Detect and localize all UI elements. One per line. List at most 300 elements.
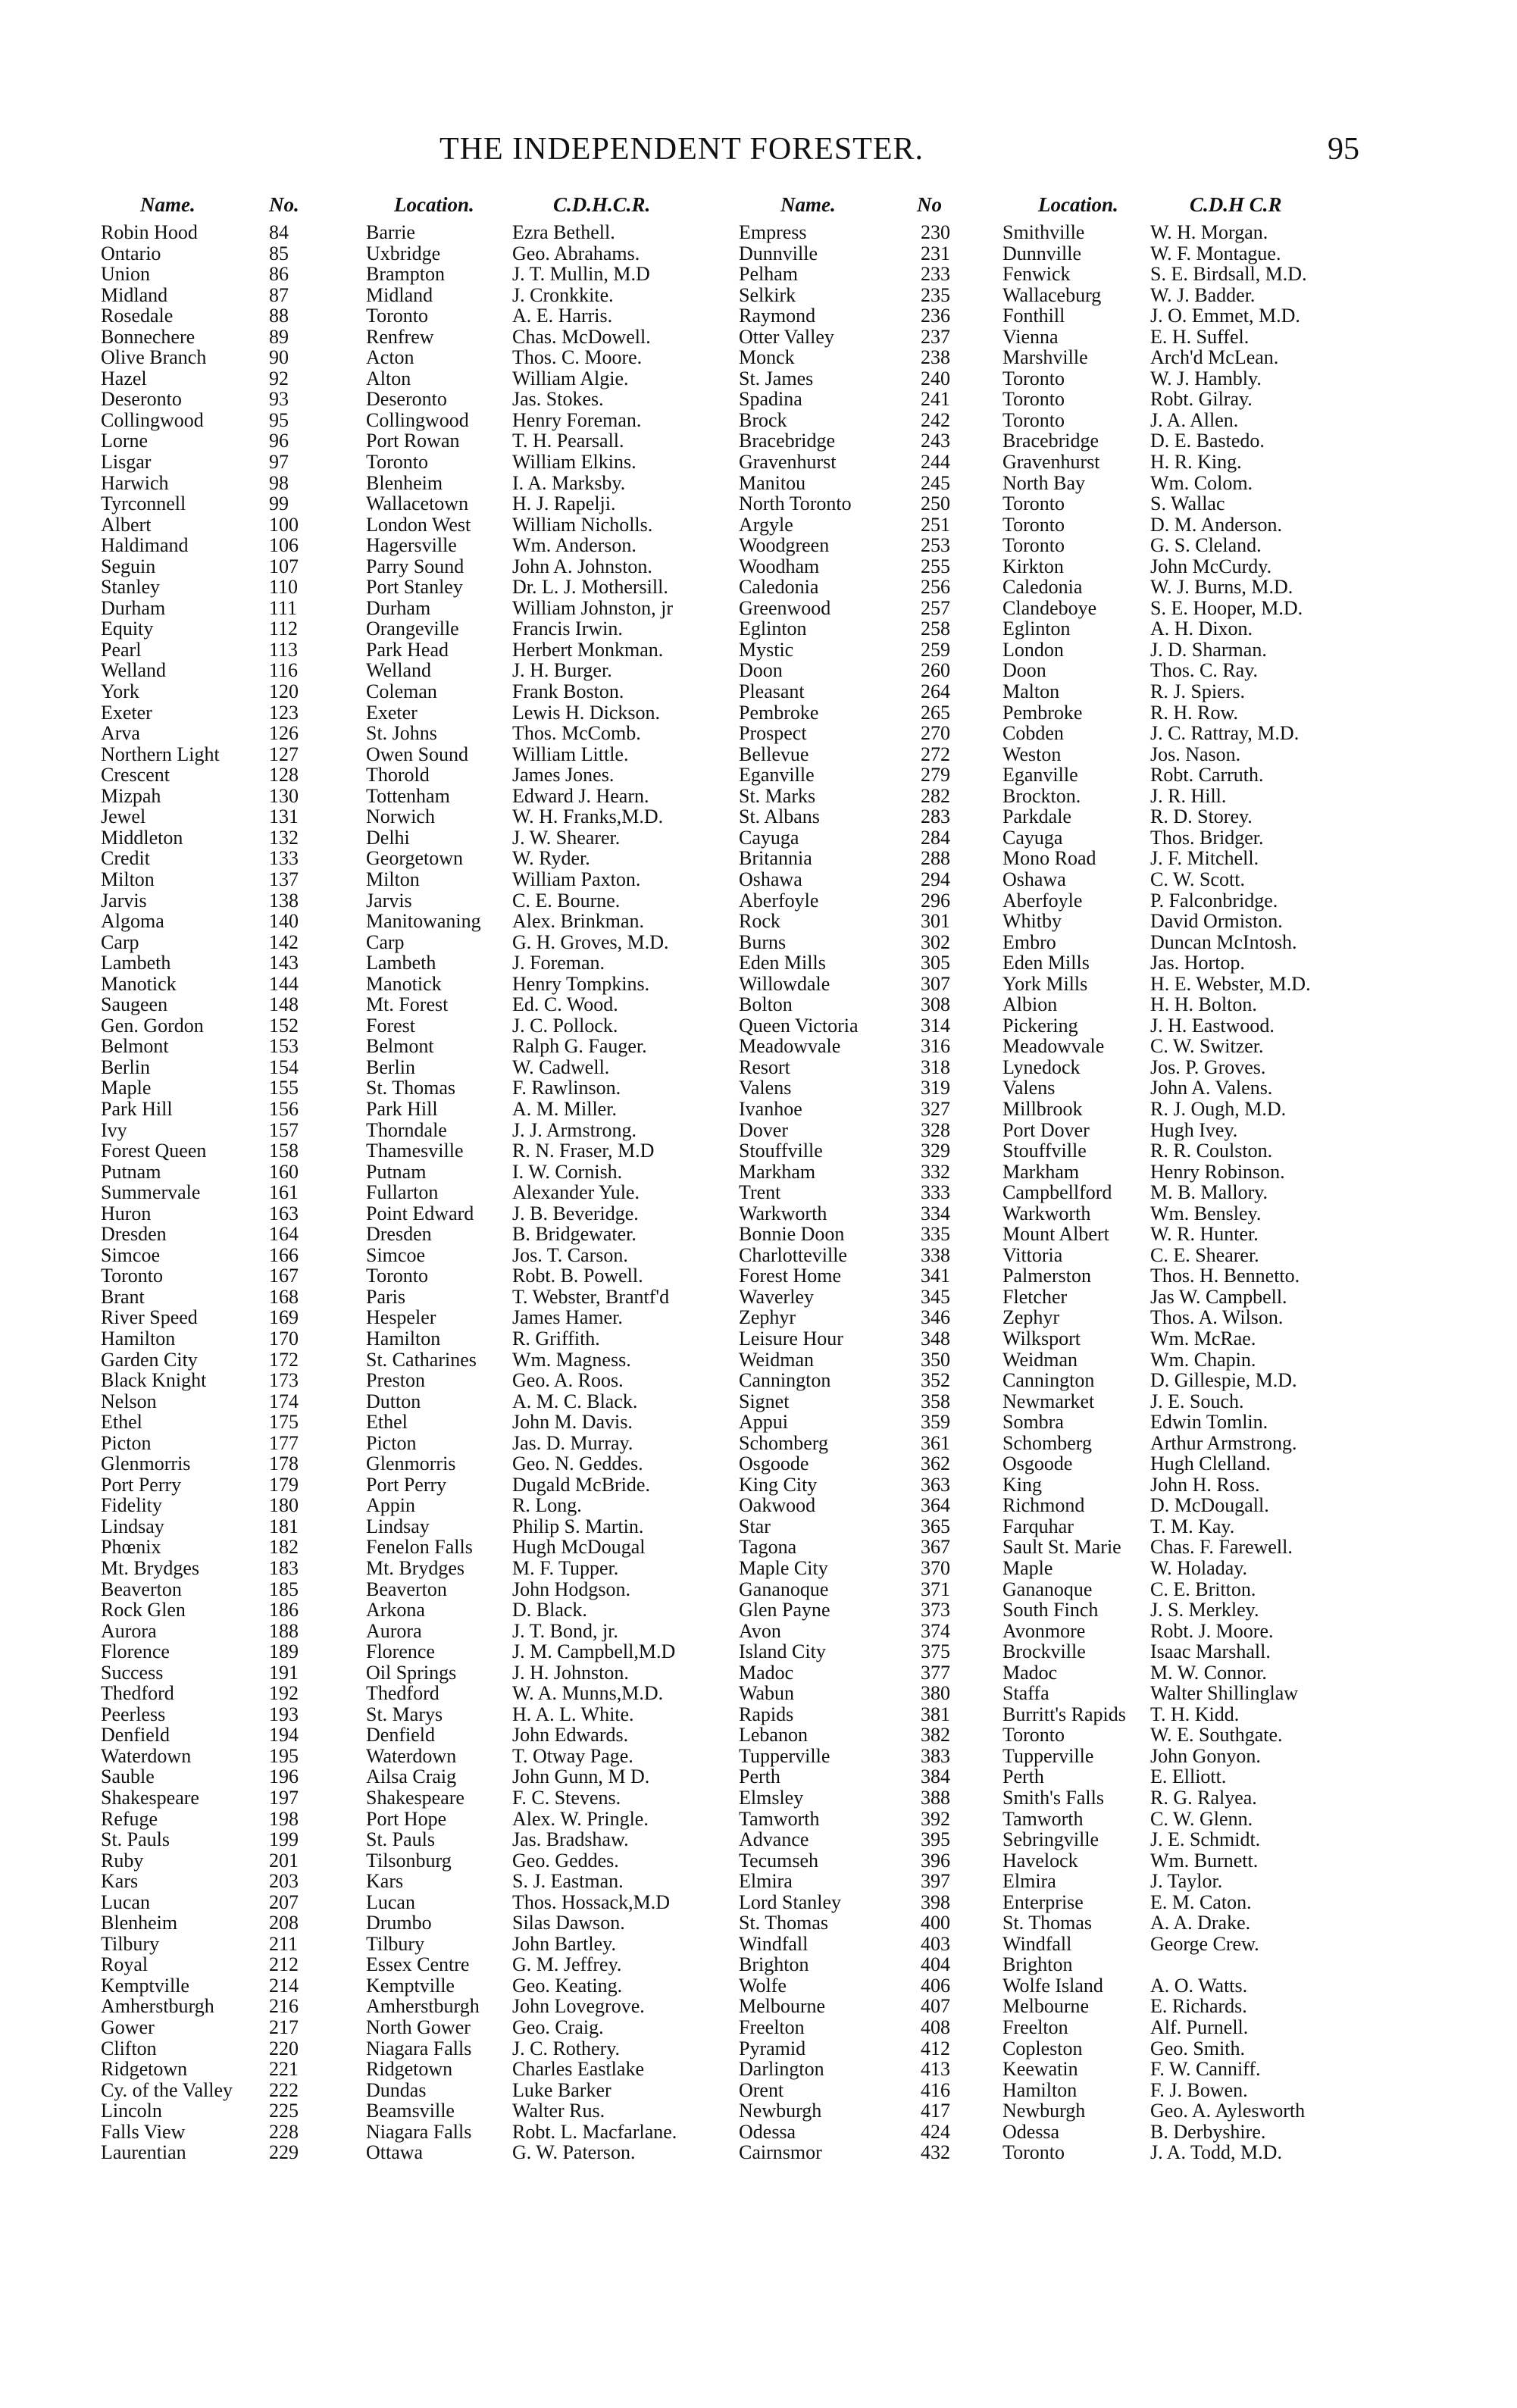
lodge-name: Manitou — [739, 471, 806, 494]
lodge-name: Cairnsmor — [739, 2141, 822, 2164]
lodge-number: 196 — [269, 1765, 299, 1788]
lodge-number: 153 — [269, 1035, 299, 1058]
lodge-number: 350 — [921, 1348, 950, 1371]
lodge-number: 237 — [921, 325, 950, 348]
table-row — [0, 2059, 1517, 2080]
lodge-name: Oshawa — [739, 868, 802, 890]
lodge-cdhcr: Ralph G. Fauger. — [512, 1035, 647, 1058]
lodge-cdhcr: B. Derbyshire. — [1150, 2120, 1266, 2143]
lodge-name: Collingwood — [101, 408, 204, 431]
lodge-name: Mizpah — [101, 784, 161, 807]
lodge-cdhcr: A. M. Miller. — [512, 1097, 617, 1120]
lodge-cdhcr: Thos. H. Bennetto. — [1150, 1265, 1300, 1287]
lodge-cdhcr: W. H. Morgan. — [1150, 221, 1268, 243]
table-row — [0, 2122, 1517, 2143]
lodge-number: 86 — [269, 263, 289, 286]
lodge-name: Saugeen — [101, 993, 168, 1016]
lodge-name: Aurora — [101, 1619, 157, 1642]
lodge-number: 270 — [921, 722, 950, 745]
lodge-cdhcr: S. E. Hooper, M.D. — [1150, 596, 1303, 619]
table-row — [0, 285, 1517, 306]
lodge-location: Maple — [1002, 1557, 1053, 1579]
table-row — [0, 1787, 1517, 1809]
lodge-cdhcr: J. S. Merkley. — [1150, 1599, 1259, 1621]
lodge-name: Signet — [739, 1390, 790, 1412]
lodge-cdhcr: Thos. C. Moore. — [512, 346, 643, 369]
lodge-name: Shakespeare — [101, 1787, 199, 1809]
lodge-location: Norwich — [366, 805, 435, 828]
lodge-location: Fullarton — [366, 1181, 439, 1204]
lodge-number: 240 — [921, 367, 950, 389]
lodge-number: 400 — [921, 1912, 950, 1934]
lodge-location: Port Dover — [1002, 1118, 1090, 1141]
lodge-location: Smithville — [1002, 221, 1085, 243]
lodge-number: 264 — [921, 680, 950, 703]
lodge-cdhcr: Jos. T. Carson. — [512, 1243, 628, 1266]
lodge-location: Toronto — [366, 305, 428, 327]
lodge-cdhcr: Jas. Hortop. — [1150, 952, 1245, 974]
lodge-name: Cy. of the Valley — [101, 2078, 233, 2101]
lodge-name: Beaverton — [101, 1578, 182, 1600]
lodge-number: 332 — [921, 1160, 950, 1183]
lodge-location: St. Thomas — [366, 1077, 455, 1099]
lodge-location: Lindsay — [366, 1515, 430, 1537]
lodge-location: Coleman — [366, 680, 437, 703]
lodge-number: 214 — [269, 1974, 299, 1997]
lodge-number: 397 — [921, 1870, 950, 1893]
lodge-location: Thorndale — [366, 1118, 447, 1141]
lodge-number: 233 — [921, 263, 950, 286]
lodge-cdhcr: Geo. Keating. — [512, 1974, 623, 1997]
lodge-name: St. Pauls — [101, 1828, 170, 1851]
lodge-name: Kars — [101, 1870, 139, 1893]
lodge-number: 222 — [269, 2078, 299, 2101]
table-row — [0, 911, 1517, 932]
lodge-name: Argyle — [739, 513, 793, 536]
lodge-cdhcr: Jas. D. Murray. — [512, 1431, 633, 1454]
lodge-number: 279 — [921, 764, 950, 787]
lodge-name: Valens — [739, 1077, 792, 1099]
lodge-location: Caledonia — [1002, 576, 1083, 599]
page-number: 95 — [1328, 132, 1359, 167]
lodge-name: York — [101, 680, 139, 703]
lodge-location: Tilsonburg — [366, 1849, 452, 1872]
header-name: Name. — [140, 193, 195, 216]
lodge-location: Gananoque — [1002, 1578, 1093, 1600]
lodge-cdhcr: J. Foreman. — [512, 952, 605, 974]
lodge-location: Lynedock — [1002, 1055, 1081, 1078]
lodge-cdhcr: R. H. Row. — [1150, 701, 1239, 724]
lodge-location: Manotick — [366, 972, 442, 995]
lodge-location: York Mills — [1002, 972, 1088, 995]
lodge-name: Mt. Brydges — [101, 1557, 199, 1579]
table-row — [0, 473, 1517, 494]
table-row — [0, 410, 1517, 431]
lodge-location: Smith's Falls — [1002, 1787, 1104, 1809]
lodge-cdhcr: F. W. Canniff. — [1150, 2058, 1261, 2081]
lodge-number: 327 — [921, 1097, 950, 1120]
lodge-cdhcr: Ezra Bethell. — [512, 221, 615, 243]
lodge-location: Niagara Falls — [366, 2037, 472, 2059]
table-row — [0, 1182, 1517, 1203]
lodge-cdhcr: J. T. Bond, jr. — [512, 1619, 618, 1642]
lodge-name: Kemptville — [101, 1974, 189, 1997]
lodge-location: Port Hope — [366, 1807, 447, 1830]
lodge-cdhcr: John A. Valens. — [1150, 1077, 1273, 1099]
lodge-location: Tottenham — [366, 784, 450, 807]
lodge-location: Preston — [366, 1369, 425, 1392]
lodge-name: Midland — [101, 283, 168, 306]
lodge-name: Mystic — [739, 638, 794, 661]
lodge-name: Success — [101, 1661, 164, 1684]
lodge-name: Burns — [739, 930, 787, 953]
table-row — [0, 1328, 1517, 1349]
lodge-cdhcr: Alex. Brinkman. — [512, 910, 645, 933]
table-row — [0, 222, 1517, 243]
lodge-location: Freelton — [1002, 2016, 1068, 2039]
table-row — [0, 1287, 1517, 1308]
table-row — [0, 1307, 1517, 1328]
table-row — [0, 869, 1517, 890]
table-row — [0, 1725, 1517, 1746]
lodge-number: 396 — [921, 1849, 950, 1872]
lodge-number: 407 — [921, 1995, 950, 2018]
table-row — [0, 493, 1517, 514]
lodge-location: Valens — [1002, 1077, 1056, 1099]
lodge-name: Glen Payne — [739, 1599, 830, 1621]
table-row — [0, 1453, 1517, 1475]
table-row — [0, 1746, 1517, 1767]
lodge-name: Freelton — [739, 2016, 805, 2039]
lodge-location: Campbellford — [1002, 1181, 1112, 1204]
lodge-location: Millbrook — [1002, 1097, 1083, 1120]
lodge-number: 123 — [269, 701, 299, 724]
table-row — [0, 640, 1517, 661]
lodge-cdhcr: R. J. Spiers. — [1150, 680, 1245, 703]
lodge-location: Weston — [1002, 743, 1062, 765]
lodge-location: Parry Sound — [366, 555, 464, 577]
lodge-name: Toronto — [101, 1265, 163, 1287]
lodge-cdhcr: W. J. Badder. — [1150, 283, 1256, 306]
lodge-location: Toronto — [1002, 367, 1065, 389]
table-row — [0, 660, 1517, 681]
page-title: THE INDEPENDENT FORESTER. — [439, 132, 924, 167]
lodge-location: Ethel — [366, 1411, 408, 1434]
lodge-location: Bracebridge — [1002, 430, 1099, 452]
lodge-number: 253 — [921, 534, 950, 557]
lodge-number: 367 — [921, 1536, 950, 1559]
table-row — [0, 1975, 1517, 1997]
lodge-number: 244 — [921, 451, 950, 474]
lodge-cdhcr: Wm. Chapin. — [1150, 1348, 1256, 1371]
lodge-number: 106 — [269, 534, 299, 557]
lodge-cdhcr: John Lovegrove. — [512, 1995, 645, 2018]
lodge-number: 140 — [269, 910, 299, 933]
lodge-number: 173 — [269, 1369, 299, 1392]
lodge-number: 207 — [269, 1890, 299, 1913]
lodge-cdhcr: F. J. Bowen. — [1150, 2078, 1248, 2101]
lodge-number: 333 — [921, 1181, 950, 1204]
lodge-location: North Gower — [366, 2016, 471, 2039]
lodge-location: Copleston — [1002, 2037, 1083, 2059]
lodge-location: Owen Sound — [366, 743, 469, 765]
lodge-location: Port Perry — [366, 1473, 447, 1496]
lodge-name: Bracebridge — [739, 430, 836, 452]
lodge-cdhcr: I. W. Cornish. — [512, 1160, 623, 1183]
lodge-number: 180 — [269, 1494, 299, 1517]
table-row — [0, 598, 1517, 619]
lodge-name: Lorne — [101, 430, 149, 452]
lodge-number: 161 — [269, 1181, 299, 1204]
table-row — [0, 1245, 1517, 1266]
lodge-cdhcr: T. M. Kay. — [1150, 1515, 1235, 1537]
lodge-location: Ailsa Craig — [366, 1765, 457, 1788]
lodge-location: Denfield — [366, 1724, 435, 1747]
table-row — [0, 994, 1517, 1015]
table-row — [0, 1558, 1517, 1579]
lodge-cdhcr: William Nicholls. — [512, 513, 653, 536]
table-row — [0, 1809, 1517, 1830]
lodge-name: Tamworth — [739, 1807, 820, 1830]
lodge-name: Doon — [739, 659, 783, 682]
lodge-cdhcr: G. W. Paterson. — [512, 2141, 636, 2164]
lodge-cdhcr: William Little. — [512, 743, 629, 765]
lodge-cdhcr: Henry Robinson. — [1150, 1160, 1285, 1183]
table-row — [0, 1412, 1517, 1433]
lodge-name: Royal — [101, 1953, 149, 1976]
lodge-number: 294 — [921, 868, 950, 890]
lodge-name: Carp — [101, 930, 139, 953]
table-row — [0, 1495, 1517, 1516]
lodge-cdhcr: Walter Rus. — [512, 2100, 605, 2122]
table-row — [0, 1433, 1517, 1454]
table-row — [0, 1265, 1517, 1287]
lodge-cdhcr: R. N. Fraser, M.D — [512, 1140, 655, 1162]
lodge-number: 88 — [269, 305, 289, 327]
lodge-location: Port Stanley — [366, 576, 463, 599]
lodge-name: Cayuga — [739, 826, 799, 849]
lodge-location: Niagara Falls — [366, 2120, 472, 2143]
lodge-location: Keewatin — [1002, 2058, 1078, 2081]
lodge-name: Oakwood — [739, 1494, 816, 1517]
lodge-cdhcr: J. Cronkkite. — [512, 283, 614, 306]
lodge-number: 89 — [269, 325, 289, 348]
lodge-cdhcr: J. D. Sharman. — [1150, 638, 1267, 661]
table-row — [0, 1057, 1517, 1078]
lodge-name: Rosedale — [101, 305, 174, 327]
lodge-name: Resort — [739, 1055, 790, 1078]
lodge-number: 128 — [269, 764, 299, 787]
table-row — [0, 2038, 1517, 2059]
table-row — [0, 1120, 1517, 1141]
lodge-name: Dunnville — [739, 242, 818, 264]
lodge-number: 412 — [921, 2037, 950, 2059]
table-row — [0, 577, 1517, 598]
lodge-cdhcr: Alexander Yule. — [512, 1181, 640, 1204]
lodge-cdhcr: William Elkins. — [512, 451, 637, 474]
lodge-name: Charlotteville — [739, 1243, 847, 1266]
lodge-cdhcr: Charles Eastlake — [512, 2058, 644, 2081]
lodge-cdhcr: Wm. Bensley. — [1150, 1202, 1262, 1224]
lodge-number: 235 — [921, 283, 950, 306]
table-row — [0, 952, 1517, 974]
lodge-location: Dundas — [366, 2078, 427, 2101]
lodge-number: 318 — [921, 1055, 950, 1078]
lodge-cdhcr: H. E. Webster, M.D. — [1150, 972, 1311, 995]
lodge-location: Cobden — [1002, 722, 1064, 745]
lodge-cdhcr: W. Ryder. — [512, 847, 590, 870]
lodge-cdhcr: S. J. Eastman. — [512, 1870, 624, 1893]
lodge-number: 174 — [269, 1390, 299, 1412]
table-row — [0, 1077, 1517, 1099]
lodge-location: Toronto — [1002, 493, 1065, 515]
lodge-location: St. Marys — [366, 1703, 443, 1725]
lodge-number: 413 — [921, 2058, 950, 2081]
lodge-name: Middleton — [101, 826, 183, 849]
lodge-cdhcr: Dugald McBride. — [512, 1473, 650, 1496]
lodge-location: Stouffville — [1002, 1140, 1087, 1162]
lodge-name: Jarvis — [101, 889, 147, 912]
lodge-number: 374 — [921, 1619, 950, 1642]
lodge-number: 241 — [921, 388, 950, 411]
lodge-location: Tupperville — [1002, 1744, 1094, 1767]
lodge-location: Fenelon Falls — [366, 1536, 473, 1559]
lodge-number: 307 — [921, 972, 950, 995]
lodge-name: Algoma — [101, 910, 164, 933]
lodge-location: Hespeler — [366, 1306, 436, 1329]
lodge-location: Madoc — [1002, 1661, 1058, 1684]
lodge-cdhcr: John Bartley. — [512, 1932, 616, 1955]
lodge-number: 199 — [269, 1828, 299, 1851]
lodge-location: Welland — [366, 659, 431, 682]
lodge-name: Star — [739, 1515, 771, 1537]
lodge-location: Eden Mills — [1002, 952, 1090, 974]
lodge-location: Havelock — [1002, 1849, 1078, 1872]
lodge-cdhcr: W. J. Hambly. — [1150, 367, 1262, 389]
lodge-cdhcr: Wm. Burnett. — [1150, 1849, 1259, 1872]
lodge-name: Bellevue — [739, 743, 809, 765]
lodge-number: 152 — [269, 1014, 299, 1037]
lodge-location: Schomberg — [1002, 1431, 1092, 1454]
table-row — [0, 305, 1517, 327]
lodge-cdhcr: John A. Johnston. — [512, 555, 652, 577]
lodge-cdhcr: J. W. Shearer. — [512, 826, 621, 849]
lodge-number: 195 — [269, 1744, 299, 1767]
lodge-number: 175 — [269, 1411, 299, 1434]
table-row — [0, 1892, 1517, 1913]
lodge-cdhcr: Thos. A. Wilson. — [1150, 1306, 1284, 1329]
lodge-number: 388 — [921, 1787, 950, 1809]
lodge-location: Simcoe — [366, 1243, 425, 1266]
lodge-number: 258 — [921, 618, 950, 640]
lodge-cdhcr: Chas. F. Farewell. — [1150, 1536, 1293, 1559]
lodge-name: Elmsley — [739, 1787, 804, 1809]
lodge-cdhcr: A. M. C. Black. — [512, 1390, 638, 1412]
lodge-cdhcr: R. Griffith. — [512, 1327, 600, 1349]
lodge-number: 211 — [269, 1932, 299, 1955]
lodge-location: Toronto — [1002, 408, 1065, 431]
lodge-name: Willowdale — [739, 972, 830, 995]
lodge-name: Trent — [739, 1181, 781, 1204]
lodge-cdhcr: Geo. N. Geddes. — [512, 1453, 643, 1475]
lodge-cdhcr: Luke Barker — [512, 2078, 611, 2101]
lodge-number: 288 — [921, 847, 950, 870]
lodge-number: 157 — [269, 1118, 299, 1141]
lodge-number: 168 — [269, 1285, 299, 1308]
lodge-cdhcr: H. H. Bolton. — [1150, 993, 1257, 1016]
lodge-cdhcr: B. Bridgewater. — [512, 1223, 637, 1246]
lodge-name: Picton — [101, 1431, 152, 1454]
lodge-name: Brighton — [739, 1953, 809, 1976]
lodge-cdhcr: Wm. Colom. — [1150, 471, 1253, 494]
lodge-location: Windfall — [1002, 1932, 1072, 1955]
lodge-name: Belmont — [101, 1035, 169, 1058]
lodge-name: Laurentian — [101, 2141, 186, 2164]
lodge-location: Brighton — [1002, 1953, 1073, 1976]
lodge-name: Berlin — [101, 1055, 150, 1078]
lodge-location: Collingwood — [366, 408, 469, 431]
lodge-number: 373 — [921, 1599, 950, 1621]
table-row — [0, 1850, 1517, 1872]
table-row — [0, 1766, 1517, 1787]
lodge-cdhcr: William Paxton. — [512, 868, 641, 890]
lodge-name: Peerless — [101, 1703, 166, 1725]
lodge-name: Otter Valley — [739, 325, 834, 348]
lodge-cdhcr: H. A. L. White. — [512, 1703, 634, 1725]
lodge-number: 155 — [269, 1077, 299, 1099]
lodge-location: Brockville — [1002, 1640, 1086, 1663]
lodge-name: Rapids — [739, 1703, 794, 1725]
lodge-cdhcr: John M. Davis. — [512, 1411, 633, 1434]
lodge-location: Mt. Brydges — [366, 1557, 464, 1579]
lodge-name: Bonnie Doon — [739, 1223, 845, 1246]
lodge-number: 156 — [269, 1097, 299, 1120]
lodge-cdhcr: Walter Shillinglaw — [1150, 1682, 1299, 1705]
lodge-cdhcr: Geo. A. Roos. — [512, 1369, 624, 1392]
lodge-location: Enterprise — [1002, 1890, 1084, 1913]
lodge-cdhcr: Thos. McComb. — [512, 722, 641, 745]
lodge-location: Perth — [1002, 1765, 1044, 1788]
lodge-location: Gravenhurst — [1002, 451, 1100, 474]
lodge-number: 160 — [269, 1160, 299, 1183]
lodge-cdhcr: J. H. Johnston. — [512, 1661, 629, 1684]
lodge-location: Beaverton — [366, 1578, 447, 1600]
lodge-number: 338 — [921, 1243, 950, 1266]
header-no: No — [917, 193, 942, 216]
table-row — [0, 452, 1517, 473]
lodge-location: Marshville — [1002, 346, 1088, 369]
lodge-name: Lisgar — [101, 451, 152, 474]
lodge-location: Hamilton — [1002, 2078, 1078, 2101]
lodge-cdhcr: William Algie. — [512, 367, 629, 389]
table-row — [0, 1203, 1517, 1224]
lodge-cdhcr: C. E. Bourne. — [512, 889, 621, 912]
lodge-location: Brockton. — [1002, 784, 1081, 807]
lodge-name: Melbourne — [739, 1995, 826, 2018]
lodge-number: 228 — [269, 2120, 299, 2143]
lodge-name: Simcoe — [101, 1243, 160, 1266]
lodge-name: Raymond — [739, 305, 816, 327]
table-row — [0, 2100, 1517, 2122]
table-row — [0, 681, 1517, 702]
lodge-cdhcr: T. Otway Page. — [512, 1744, 633, 1767]
lodge-name: Meadowvale — [739, 1035, 841, 1058]
lodge-number: 230 — [921, 221, 950, 243]
lodge-name: Credit — [101, 847, 150, 870]
lodge-cdhcr: Geo. A. Aylesworth — [1150, 2100, 1306, 2122]
lodge-cdhcr: W. R. Hunter. — [1150, 1223, 1259, 1246]
lodge-location: Toronto — [366, 451, 428, 474]
